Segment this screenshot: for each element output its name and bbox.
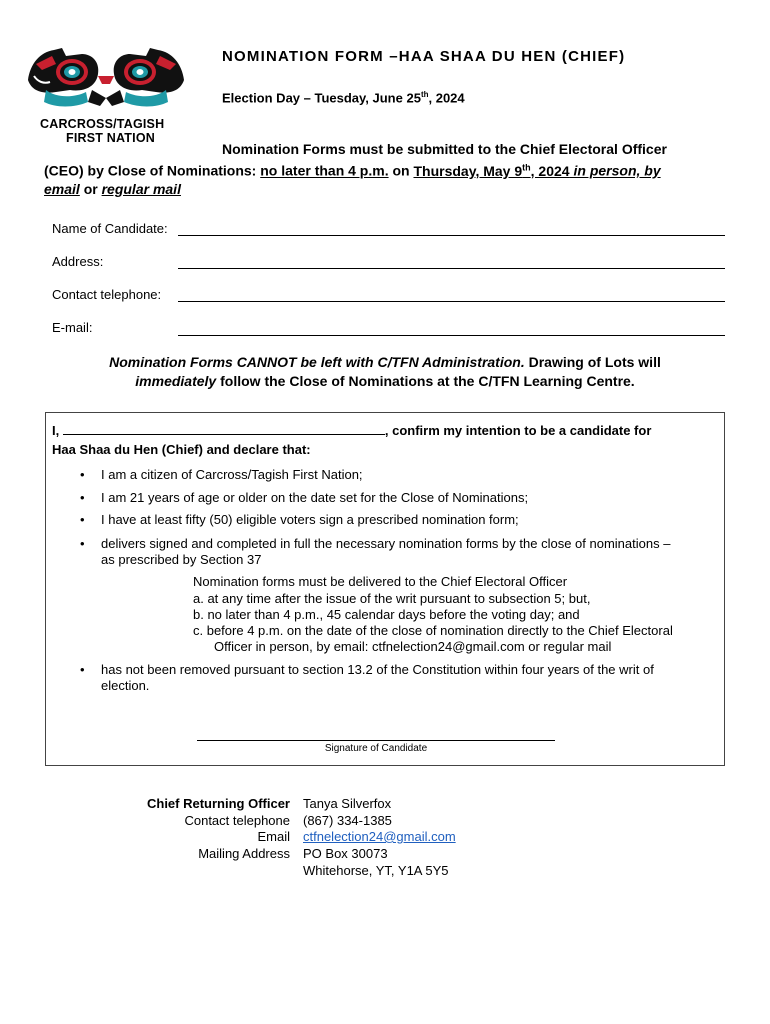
bullet-icon: • — [80, 512, 85, 527]
officer-email-label: Email — [257, 829, 290, 844]
election-day-year: , 2024 — [428, 90, 465, 106]
telephone-label: Contact telephone: — [52, 287, 162, 302]
delivery-item-c: c. before 4 p.m. on the date of the close of nomination directly to the Chief Electoral — [193, 623, 673, 638]
officer-mail-label: Mailing Address — [198, 846, 290, 861]
delivery-intro: Nomination forms must be delivered to the Chief Electoral Officer — [193, 574, 568, 589]
notice-deadline-date — [413, 163, 569, 179]
signature-field[interactable] — [197, 740, 555, 741]
declaration-item-4 — [101, 536, 721, 568]
notice-line2-c: on — [388, 162, 414, 179]
title-part1: NOMINATION FORM – — [222, 48, 399, 65]
declaration-item-4-line2: as prescribed by Section 37 — [101, 552, 262, 567]
delivery-item-a: a. at any time after the issue of the writ pursuant to subsection 5; but, — [193, 591, 591, 606]
election-day-text: Election Day – Tuesday, June 25 — [222, 90, 421, 106]
officer-phone: (867) 334-1385 — [303, 813, 392, 828]
address-field[interactable] — [178, 268, 725, 269]
notice-regular-mail: regular mail — [101, 180, 181, 197]
election-day — [222, 90, 465, 105]
logo-text-line1: CARCROSS/TAGISH — [40, 117, 165, 131]
notice-email: email — [44, 180, 80, 197]
warning-d: follow the Close of Nominations at the C/TFN Learning Centre. — [216, 373, 635, 389]
bullet-icon: • — [80, 490, 85, 505]
name-label: Name of Candidate: — [52, 221, 168, 236]
notice-deadline-time: no later than 4 p.m. — [260, 162, 389, 179]
logo-text-line2: FIRST NATION — [66, 131, 155, 145]
title-part2: HAA SHAA DU HEN (CHIEF) — [398, 48, 626, 65]
officer-phone-label: Contact telephone — [184, 813, 290, 828]
declaration-item-3: I have at least fifty (50) eligible voters sign a prescribed nomination form; — [101, 512, 519, 527]
notice-line1: Nomination Forms must be submitted to the Chief Electoral Officer — [222, 141, 667, 157]
declaration-line2: Haa Shaa du Hen (Chief) and declare that: — [52, 442, 311, 457]
administration-warning — [60, 353, 710, 391]
bullet-icon: • — [80, 467, 85, 482]
delivery-item-b: b. no later than 4 p.m., 45 calendar days before the voting day; and — [193, 607, 580, 622]
bullet-icon: • — [80, 662, 85, 677]
declaration-item-5 — [101, 662, 721, 694]
declaration-confirm-text: , confirm my intention to be a candidate for — [384, 423, 652, 438]
officer-mail-line2: Whitehorse, YT, Y1A 5Y5 — [303, 863, 449, 878]
telephone-field[interactable] — [178, 301, 725, 302]
email-label: E-mail: — [52, 320, 93, 335]
name-field[interactable] — [178, 235, 725, 236]
notice-line2-a: (CEO) by Close of Nominations: — [44, 162, 261, 179]
signature-label: Signature of Candidate — [324, 743, 428, 754]
declaration-item-5-line1: has not been removed pursuant to section 13.2 of the Constitution within four years of the writ of — [101, 662, 654, 677]
declaration-i: I, — [52, 423, 60, 438]
notice-or: or — [79, 180, 102, 197]
declaration-item-4-line1: delivers signed and completed in full the necessary nomination forms by the close of nominations – — [101, 536, 671, 551]
address-label: Address: — [52, 254, 104, 269]
candidate-name-blank[interactable] — [63, 422, 385, 435]
notice-line2-f: in person, by — [569, 162, 661, 179]
box-divider-mark — [724, 672, 725, 696]
email-field[interactable] — [178, 335, 725, 336]
officer-label: Chief Returning Officer — [146, 796, 290, 811]
bullet-icon: • — [80, 536, 85, 551]
page-title — [222, 48, 625, 65]
declaration-item-2: I am 21 years of age or older on the date set for the Close of Nominations; — [101, 490, 529, 505]
declaration-item-5-line2: election. — [101, 678, 150, 693]
notice-line2 — [44, 158, 734, 180]
warning-b: Drawing of Lots will — [524, 354, 661, 370]
declaration-item-1: I am a citizen of Carcross/Tagish First Nation; — [101, 467, 363, 482]
box-divider-mark-lower — [724, 716, 725, 756]
delivery-item-c-cont: Officer in person, by email: ctfnelection24@gmail.com or regular mail — [214, 639, 612, 654]
carcross-tagish-logo-icon — [26, 46, 186, 120]
warning-c: immediately — [135, 373, 217, 389]
officer-mail-line1: PO Box 30073 — [303, 846, 388, 861]
officer-name: Tanya Silverfox — [303, 796, 392, 811]
election-day-sup: th — [420, 90, 429, 99]
notice-line2-e: , 2024 — [530, 162, 570, 179]
notice-line3 — [44, 180, 734, 198]
warning-a: Nomination Forms CANNOT be left with C/TFN Administration. — [109, 354, 525, 370]
submission-notice — [44, 140, 734, 198]
declaration-confirm-line — [52, 422, 651, 438]
notice-line2-sup: th — [522, 162, 531, 172]
officer-email-link[interactable]: ctfnelection24@gmail.com — [303, 829, 456, 844]
notice-line2-d: Thursday, May 9 — [413, 162, 523, 179]
